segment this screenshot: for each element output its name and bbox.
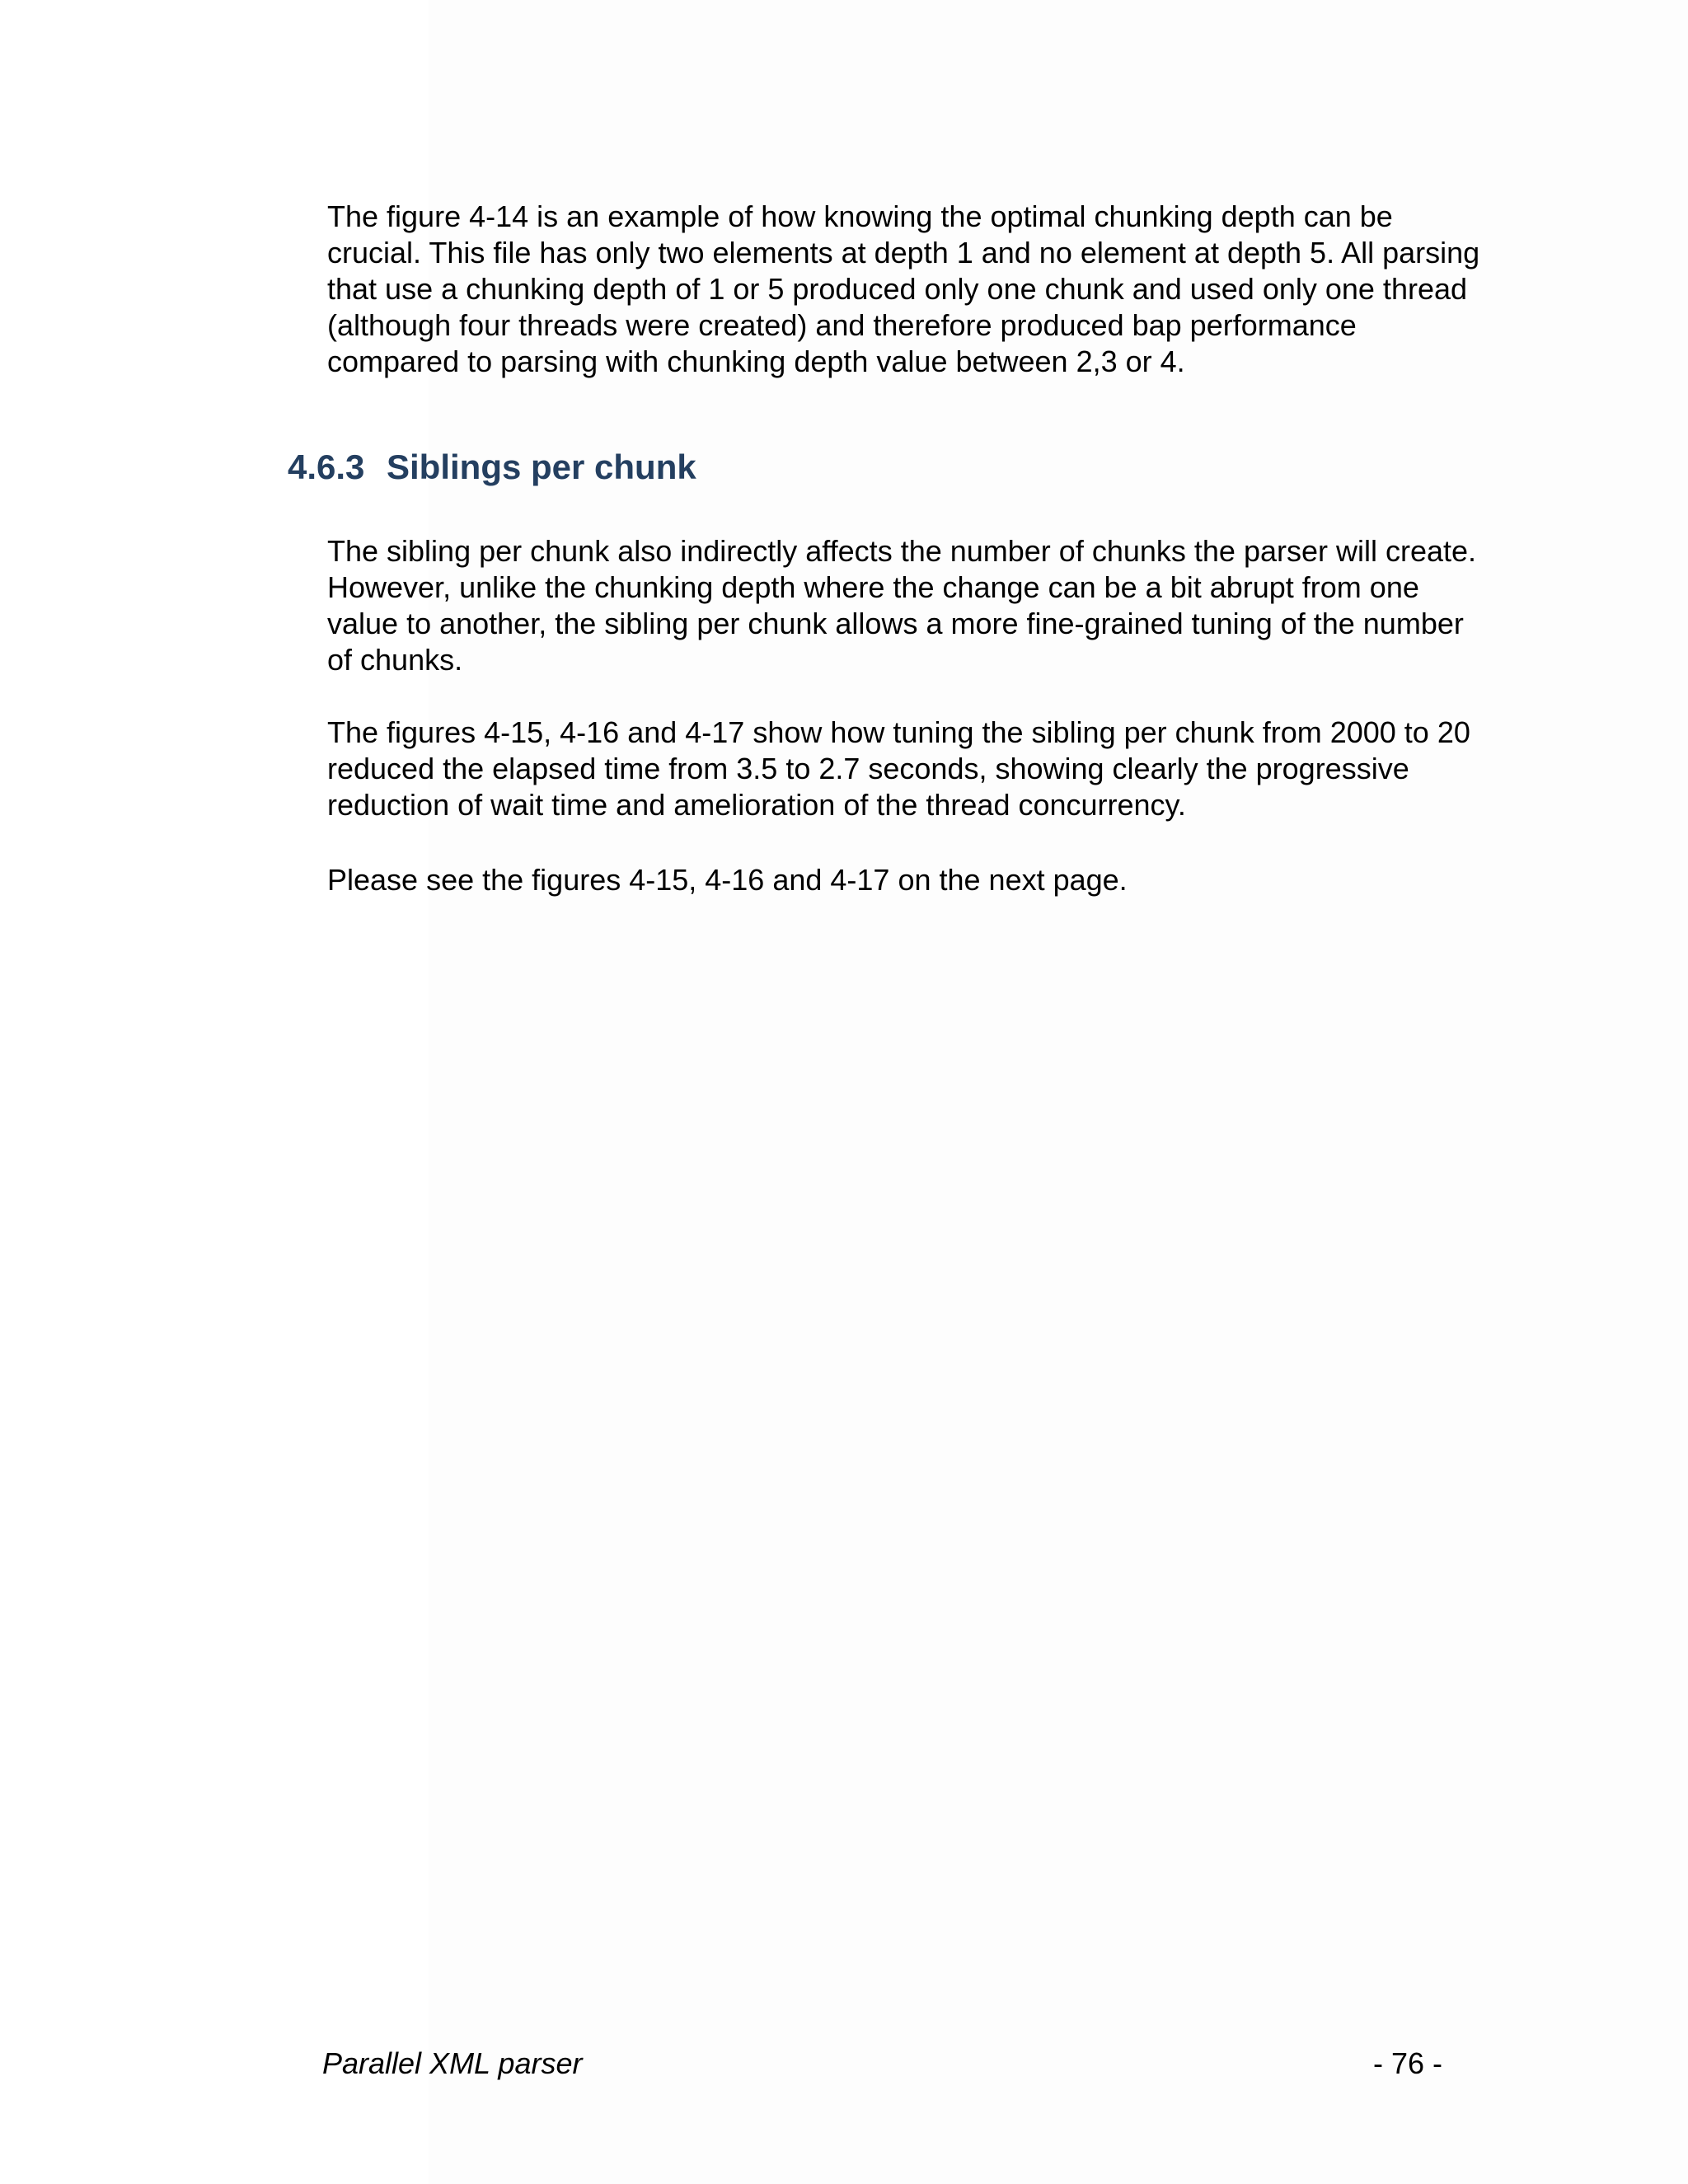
text-line: value to another, the sibling per chunk allows a more fine-grained tuning of the number: [327, 607, 1464, 640]
text-line: The sibling per chunk also indirectly affects the number of chunks the parser will create.: [327, 534, 1477, 568]
text-line: The figures 4-15, 4-16 and 4-17 show how tuning the sibling per chunk from 2000 to 20: [327, 715, 1470, 749]
text-line: of chunks.: [327, 643, 463, 677]
section-title: Siblings per chunk: [387, 448, 696, 486]
paragraph-siblings-intro: [327, 533, 1476, 678]
text-line: reduced the elapsed time from 3.5 to 2.7 seconds, showing clearly the progressive: [327, 752, 1409, 785]
section-heading: [288, 446, 696, 489]
text-line: Please see the figures 4-15, 4-16 and 4-17 on the next page.: [327, 863, 1128, 897]
text-line: compared to parsing with chunking depth value between 2,3 or 4.: [327, 344, 1185, 378]
paragraph-see-figures: [327, 862, 1128, 898]
text-line: (although four threads were created) and therefore produced bap performance: [327, 308, 1357, 342]
paragraph-chunking-depth: [327, 199, 1479, 380]
paragraph-figures-description: [327, 715, 1470, 823]
text-line: that use a chunking depth of 1 or 5 produced only one chunk and used only one thread: [327, 272, 1468, 306]
text-line: However, unlike the chunking depth where the change can be a bit abrupt from one: [327, 570, 1419, 604]
text-line: The figure 4-14 is an example of how knowing the optimal chunking depth can be: [327, 199, 1393, 233]
footer-document-title: Parallel XML parser: [322, 2046, 583, 2080]
section-number: 4.6.3: [288, 448, 365, 486]
text-line: reduction of wait time and amelioration of the thread concurrency.: [327, 788, 1186, 822]
text-line: crucial. This file has only two elements at depth 1 and no element at depth 5. All parsing: [327, 236, 1480, 269]
footer-page-number: - 76 -: [1373, 2046, 1443, 2080]
